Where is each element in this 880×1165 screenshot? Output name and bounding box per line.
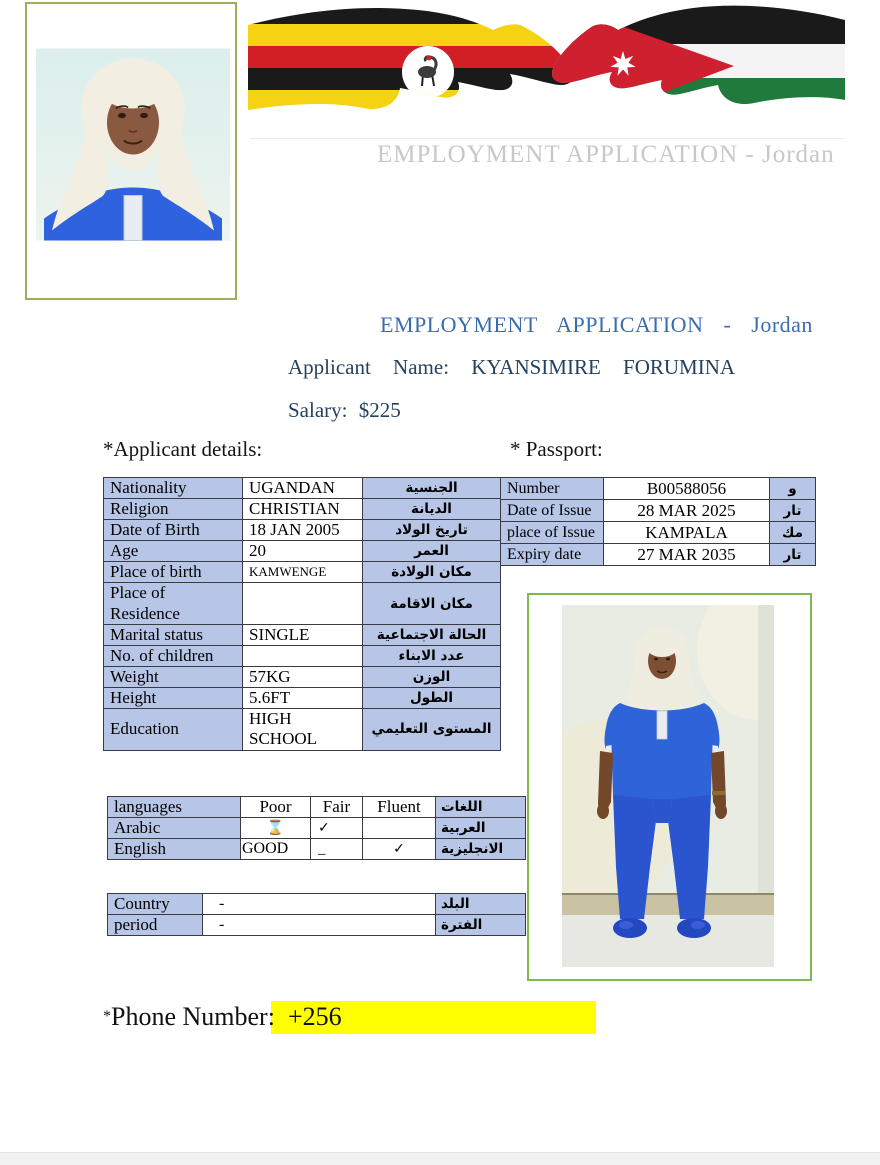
row-value: 18 JAN 2005 [243, 520, 363, 541]
handshake-banner [248, 0, 845, 136]
row-value: 27 MAR 2035 [604, 544, 770, 566]
row-label: Religion [104, 499, 243, 520]
row-arabic: الجنسية [363, 478, 501, 499]
fair-cell: _ [311, 839, 363, 860]
row-value: - [203, 894, 436, 915]
row-arabic: تار [770, 544, 816, 566]
fluent-cell [363, 818, 436, 839]
table-row [104, 499, 501, 520]
row-arabic: البلد [436, 894, 526, 915]
table-row [104, 562, 501, 583]
table-row [104, 625, 501, 646]
row-arabic: الانجليزية [436, 839, 526, 860]
languages-header: languages [108, 797, 241, 818]
languages-table [107, 796, 526, 860]
row-arabic: الوزن [363, 667, 501, 688]
row-arabic: العمر [363, 541, 501, 562]
full-body-photo [562, 605, 774, 967]
row-label: Expiry date [501, 544, 604, 566]
table-row [108, 797, 526, 818]
poor-cell: GOOD [241, 839, 311, 860]
table-row [104, 646, 501, 667]
row-arabic: تاريخ الولاد [363, 520, 501, 541]
row-label: place of Issue [501, 522, 604, 544]
table-row [501, 500, 816, 522]
row-label: Place of birth [104, 562, 243, 583]
row-label: Number [501, 478, 604, 500]
row-label: Weight [104, 667, 243, 688]
row-arabic: عدد الابناء [363, 646, 501, 667]
row-value: HIGH SCHOOL [243, 709, 363, 751]
applicant-details-heading: *Applicant details: [103, 437, 263, 461]
row-arabic: مكان الاقامة [363, 583, 501, 625]
table-row [501, 544, 816, 566]
experience-table [107, 893, 526, 936]
row-value: SINGLE [243, 625, 363, 646]
row-label: Education [104, 709, 243, 751]
watermark-title: EMPLOYMENT APPLICATION - Jordan [377, 141, 835, 168]
applicant-details-table [103, 477, 501, 751]
row-arabic: المستوى التعليمي [363, 709, 501, 751]
fair-header: Fair [311, 797, 363, 818]
row-label: period [108, 915, 203, 936]
table-row [104, 583, 501, 625]
row-arabic: الحالة الاجتماعية [363, 625, 501, 646]
phone-label: *Phone Number: [103, 1002, 275, 1031]
row-arabic: تار [770, 500, 816, 522]
portrait-photo [36, 48, 230, 241]
row-value: B00588056 [604, 478, 770, 500]
table-row [104, 709, 501, 751]
row-arabic: مك [770, 522, 816, 544]
row-label: Country [108, 894, 203, 915]
portrait-photo-frame [25, 2, 237, 300]
table-row [108, 839, 526, 860]
row-label: No. of children [104, 646, 243, 667]
languages-header-arabic: اللغات [436, 797, 526, 818]
passport-table [500, 477, 816, 566]
row-value: 57KG [243, 667, 363, 688]
row-arabic: الديانة [363, 499, 501, 520]
table-row [108, 894, 526, 915]
table-row [104, 520, 501, 541]
passport-heading: * Passport: [510, 437, 603, 461]
table-row [108, 915, 526, 936]
table-row [108, 818, 526, 839]
table-row [501, 522, 816, 544]
applicant-name-line: Applicant Name: KYANSIMIRE FORUMINA [288, 355, 736, 379]
row-value: 5.6FT [243, 688, 363, 709]
document-title: EMPLOYMENT APPLICATION - Jordan [380, 312, 813, 337]
row-arabic: و [770, 478, 816, 500]
row-value: CHRISTIAN [243, 499, 363, 520]
row-label: Date of Birth [104, 520, 243, 541]
row-arabic: مكان الولادة [363, 562, 501, 583]
fluent-header: Fluent [363, 797, 436, 818]
row-label: Height [104, 688, 243, 709]
row-value: KAMWENGE [243, 562, 363, 583]
row-label: Date of Issue [501, 500, 604, 522]
check-icon: ✓ [311, 818, 363, 839]
uganda-flag-hand [248, 2, 583, 136]
row-value: 28 MAR 2025 [604, 500, 770, 522]
full-body-photo-frame [527, 593, 812, 981]
row-label: Arabic [108, 818, 241, 839]
row-arabic: الفترة [436, 915, 526, 936]
banner-divider [250, 138, 845, 139]
table-row [104, 688, 501, 709]
row-label: Nationality [104, 478, 243, 499]
row-value: - [203, 915, 436, 936]
row-arabic: العربية [436, 818, 526, 839]
phone-value[interactable]: +256 [288, 1002, 342, 1031]
row-value [243, 646, 363, 667]
row-label: English [108, 839, 241, 860]
table-row [104, 667, 501, 688]
table-row [501, 478, 816, 500]
table-row [104, 478, 501, 499]
jordan-flag-hand [548, 0, 845, 136]
row-value [243, 583, 363, 625]
window-bottom-bar [0, 1152, 880, 1165]
row-value: KAMPALA [604, 522, 770, 544]
row-label: Marital status [104, 625, 243, 646]
table-row [104, 541, 501, 562]
poor-header: Poor [241, 797, 311, 818]
row-arabic: الطول [363, 688, 501, 709]
row-label: Age [104, 541, 243, 562]
row-label: Place of Residence [104, 583, 243, 625]
row-value: UGANDAN [243, 478, 363, 499]
row-value: 20 [243, 541, 363, 562]
salary-line: Salary: $225 [288, 398, 401, 422]
hourglass-icon: ⌛ [241, 818, 311, 839]
check-icon: ✓ [363, 839, 436, 860]
required-asterisk: * [103, 1008, 111, 1025]
